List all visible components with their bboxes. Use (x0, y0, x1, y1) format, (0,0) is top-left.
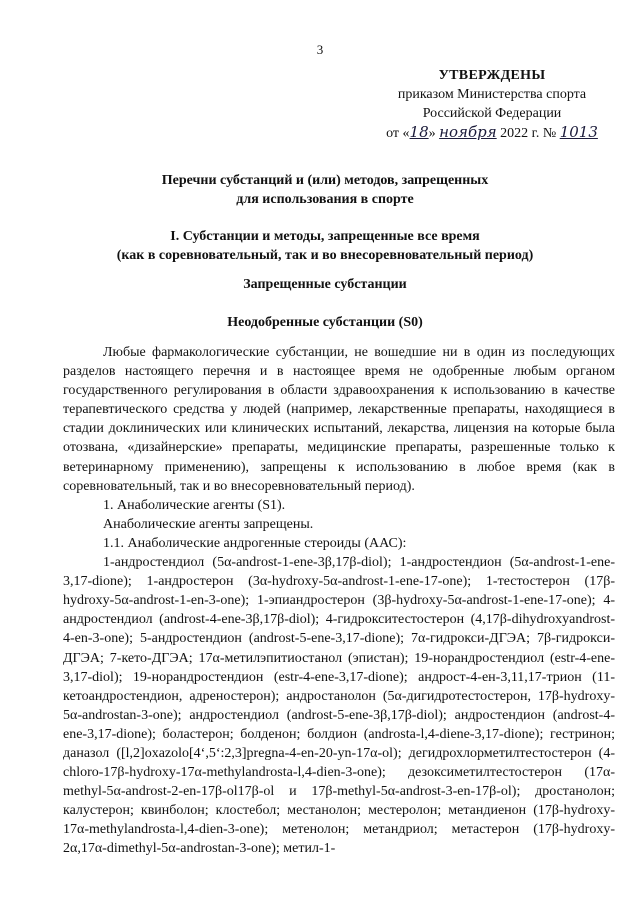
approval-title: УТВЕРЖДЕНЫ (438, 68, 546, 83)
order-prefix: от « (386, 126, 410, 141)
document-title (40, 171, 610, 209)
section-heading (40, 227, 610, 265)
paragraph-anabolic-heading: 1. Анаболические агенты (S1). (103, 497, 286, 513)
section-heading-line1: I. Субстанции и методы, запрещенные все время (170, 229, 480, 244)
document-title-line1: Перечни субстанций и (или) методов, запрещенных (161, 173, 489, 188)
order-mid: » (428, 126, 436, 141)
page-number: 3 (316, 42, 324, 57)
s0-heading: Неодобренные субстанции (S0) (227, 315, 423, 330)
order-number-handwritten: 1013 (559, 123, 598, 141)
prohibited-substances-heading: Запрещенные субстанции (243, 277, 407, 292)
order-line (360, 123, 624, 143)
paragraph-s0-text: Любые фармакологические субстанции, не вошедшие ни в один из последующих разделов настоящего перечня и в настоящее время не одобренные любым органом государственного регулирования в области здравоохранения к использованию в качестве терапевтического средства у людей (например, лекарственные препараты, находящиеся в стадии доклинических или клинических испытаний, лекарства, лицензия на которые была отозвана, «дизайнерские» препараты, медицинские препараты, разрешенные только к ветеринарному применению), запрещены к использованию в любое время (как в соревновательный, так и во внесоревновательный период). (63, 345, 615, 494)
approval-line-ministry: приказом Министерства спорта (397, 87, 587, 102)
section-heading-line2: (как в соревновательный, так и во внесоревновательный период) (116, 248, 534, 263)
approval-line-country: Российской Федерации (422, 106, 562, 121)
paragraph-aas-list: 1-андростендиол (5α-androst-1-ene-3β,17β-diol); 1-андростендион (5α-androst-1-ene-3,17-dione); 1-андростерон (3α-hydroxy-5α-androst-1-ene-17-one); 1-тестостерон (17β-hydroxy-5α-androst-1-en-3-one); 1-эпиандростерон (3β-hydroxy-5α-androst-1-ene-17-one); 4-андростендиол (androst-4-ene-3β,17β-diol); 4-гидрокситестостерон (4,17β-dihydroxyandrost-4-en-3-one); 5-андростендион (androst-5-ene-3,17-dione); 7α-гидрокси-ДГЭА; 7β-гидрокси-ДГЭА; 7-кето-ДГЭА; 17α-метилэпитиостанол (эпистан); 19-норандростендиол (estr-4-ene-3,17-diol); 19-норандростендион (estr-4-ene-3,17-dione); андрост-4-ен-3,11,17-трион (11-кетоандростендион, адреностерон); андростанолон (5α-дигидротестостерон, 17β-hydroxy-5α-androstan-3-one); андростендиол (androst-5-ene-3β,17β-diol); андростендион (androst-4-ene-3,17-dione); боластерон; болденон; болдион (androsta-l,4-diene-3,17-dione); гестринон; даназол ([l,2]oxazolo[4‘,5‘:2,3]pregna-4-en-20-yn-17α-ol); дегидрохлорметилтестостерон (4-chloro-17β-hydroxy-17α-methylandrosta-l,4-dien-3-one); дезоксиметилтестостерон (17α-methyl-5α-androst-2-en-17β-ol17β-ol и 17β-methyl-5α-androst-3-en-17β-ol); дростанолон; калустерон; квинболон; клостебол; местанолон; местеролон; метандиенон (17β-hydroxy-17α-methylandrosta-l,4-dien-3-one); метенолон; метандриол; метастерон (17β-hydroxy-2α,17α-dimethyl-5α-androstan-3-one); метил-1- (63, 555, 615, 857)
order-year: 2022 г. № (500, 126, 557, 141)
document-body (63, 343, 615, 859)
paragraph-aas-heading: 1.1. Анаболические андрогенные стероиды (ААС): (103, 535, 407, 551)
order-day-handwritten: 18 (409, 123, 429, 141)
approval-block (360, 66, 624, 143)
order-month-handwritten: ноября (439, 123, 497, 141)
paragraph-anabolic-prohibited: Анаболические агенты запрещены. (103, 516, 314, 532)
document-title-line2: для использования в спорте (236, 192, 414, 207)
